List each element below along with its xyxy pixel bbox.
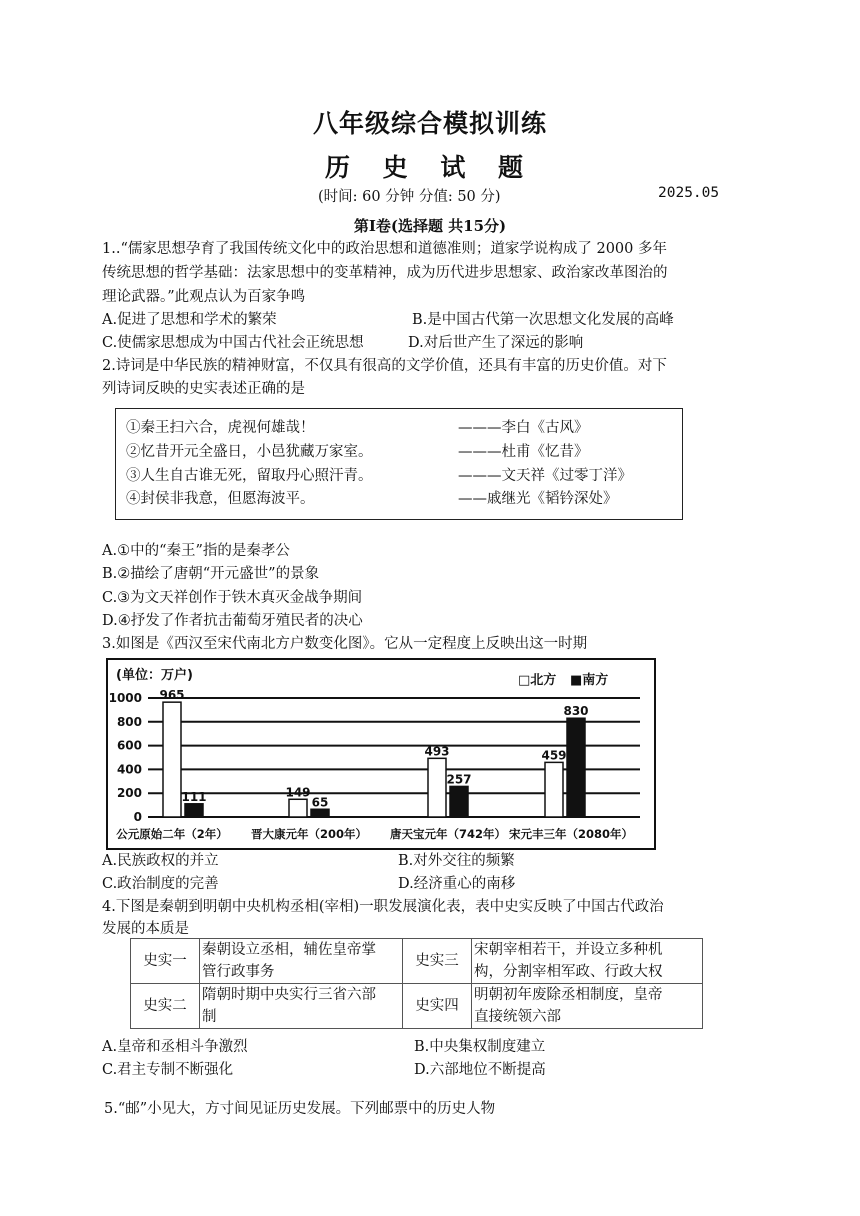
cell-line: 制 bbox=[202, 1009, 217, 1025]
q1-option-a: A.促进了思想和学术的繁荣 bbox=[102, 312, 277, 328]
y-tick-label: 1000 bbox=[108, 691, 142, 705]
table-header-cell: 史实一 bbox=[131, 939, 200, 984]
bar-value-label: 830 bbox=[563, 704, 589, 719]
y-tick-label: 400 bbox=[116, 762, 142, 777]
chart-unit-label: (单位：万户) bbox=[116, 668, 193, 683]
exam-date: 2025.05 bbox=[658, 185, 720, 201]
poem-box bbox=[115, 408, 683, 520]
q1-stem-line: 传统思想的哲学基础：法家思想中的变革精神，成为历代进步思想家、政治家改革图治的 bbox=[102, 265, 668, 281]
table-header-cell: 史实四 bbox=[403, 984, 472, 1029]
x-category-label: 唐天宝元年（742年） bbox=[389, 827, 507, 841]
table-cell bbox=[200, 939, 403, 984]
table-header-cell: 史实三 bbox=[403, 939, 472, 984]
q1-option-d: D.对后世产生了深远的影响 bbox=[408, 335, 584, 351]
q2-option-b: B.②描绘了唐朝“开元盛世”的景象 bbox=[102, 566, 320, 582]
poem-source: ———文天祥《过零丁洋》 bbox=[458, 468, 632, 484]
q3-stem-line: 3.如图是《西汉至宋代南北方户数变化图》。它从一定程度上反映出这一时期 bbox=[102, 636, 588, 652]
q4-option-b: B.中央集权制度建立 bbox=[414, 1039, 546, 1055]
poem-source: ——戚继光《韬钤深处》 bbox=[458, 491, 618, 507]
poem-line: ②忆昔开元全盛日，小邑犹藏万家室。 bbox=[126, 444, 373, 460]
q2-option-a: A.①中的“秦王”指的是秦孝公 bbox=[102, 543, 290, 559]
y-tick-label: 600 bbox=[116, 738, 142, 753]
q4-option-c: C.君主专制不断强化 bbox=[102, 1062, 234, 1078]
table-cell bbox=[200, 984, 403, 1029]
q4-option-d: D.六部地位不断提高 bbox=[414, 1062, 546, 1078]
bar-value-label: 493 bbox=[424, 744, 450, 759]
q1-option-b: B.是中国古代第一次思想文化发展的高峰 bbox=[412, 312, 674, 328]
table-cell bbox=[472, 984, 703, 1029]
x-category-label: 晋大康元年（200年） bbox=[250, 827, 368, 841]
bar-south bbox=[450, 786, 468, 817]
q2-option-d: D.④抒发了作者抗击葡萄牙殖民者的决心 bbox=[102, 613, 363, 629]
q1-option-c: C.使儒家思想成为中国古代社会正统思想 bbox=[102, 335, 364, 351]
y-tick-label: 0 bbox=[133, 810, 142, 824]
bar-south bbox=[185, 804, 203, 817]
exam-subject: 历 史 试 题 bbox=[324, 153, 536, 182]
poem-line: ④封侯非我意，但愿海波平。 bbox=[126, 491, 315, 507]
bar-south bbox=[567, 718, 585, 817]
poem-source: ———杜甫《忆昔》 bbox=[458, 444, 589, 460]
bar-value-label: 965 bbox=[159, 688, 185, 703]
q4-stem-line: 发展的本质是 bbox=[102, 921, 189, 937]
poem-line: ①秦王扫六合，虎视何雄哉！ bbox=[126, 420, 315, 436]
y-tick-label: 800 bbox=[116, 714, 142, 729]
bar-north bbox=[428, 758, 446, 817]
bar-value-label: 111 bbox=[181, 789, 207, 804]
bar-north bbox=[163, 702, 181, 817]
cell-line: 明朝初年废除丞相制度，皇帝 bbox=[474, 987, 663, 1003]
poem-source: ———李白《古风》 bbox=[458, 420, 589, 436]
q4-stem-line: 4.下图是秦朝到明朝中央机构丞相(宰相)一职发展演化表，表中史实反映了中国古代政治 bbox=[102, 899, 664, 915]
q3-option-d: D.经济重心的南移 bbox=[398, 876, 516, 892]
household-bar-chart bbox=[106, 658, 656, 850]
cell-line: 管行政事务 bbox=[202, 964, 275, 980]
table-header-cell: 史实二 bbox=[131, 984, 200, 1029]
bar-value-label: 149 bbox=[285, 785, 311, 800]
prime-minister-table bbox=[130, 938, 703, 1029]
bar-value-label: 65 bbox=[311, 795, 329, 810]
table-cell bbox=[472, 939, 703, 984]
cell-line: 隋朝时期中央实行三省六部 bbox=[202, 987, 376, 1003]
x-category-label: 宋元丰三年（2080年） bbox=[508, 827, 634, 841]
q1-stem-line: 理论武器。”此观点认为百家争鸣 bbox=[102, 289, 306, 305]
poem-line: ③人生自古谁无死，留取丹心照汗青。 bbox=[126, 468, 373, 484]
q3-option-a: A.民族政权的并立 bbox=[102, 853, 219, 869]
cell-line: 构，分割宰相军政、行政大权 bbox=[474, 964, 663, 980]
bar-south bbox=[311, 809, 329, 817]
x-category-label: 公元原始二年（2年） bbox=[116, 827, 228, 841]
q2-option-c: C.③为文天祥创作于铁木真灭金战争期间 bbox=[102, 590, 363, 606]
q2-stem-line: 列诗词反映的史实表述正确的是 bbox=[102, 381, 305, 397]
legend-north: □北方 bbox=[518, 673, 557, 688]
bar-north bbox=[545, 762, 563, 817]
table-row bbox=[131, 939, 703, 984]
bar-north bbox=[289, 799, 307, 817]
bar-value-label: 459 bbox=[541, 748, 567, 763]
exam-title: 八年级综合模拟训练 bbox=[312, 109, 547, 138]
q3-option-b: B.对外交往的频繁 bbox=[398, 853, 515, 869]
q4-option-a: A.皇帝和丞相斗争激烈 bbox=[102, 1039, 248, 1055]
q1-stem-line: 1..“儒家思想孕育了我国传统文化中的政治思想和道德准则；道家学说构成了 2000 多年 bbox=[102, 241, 667, 257]
cell-line: 秦朝设立丞相，辅佐皇帝掌 bbox=[202, 942, 376, 958]
q2-stem-line: 2.诗词是中华民族的精神财富，不仅具有很高的文学价值，还具有丰富的历史价值。对下 bbox=[102, 358, 667, 374]
q3-option-c: C.政治制度的完善 bbox=[102, 876, 219, 892]
chart-svg bbox=[108, 660, 654, 848]
cell-line: 直接统领六部 bbox=[474, 1009, 561, 1025]
legend-south: ■南方 bbox=[570, 673, 609, 688]
section-heading: 第Ⅰ卷(选择题 共15分) bbox=[353, 217, 507, 235]
bar-value-label: 257 bbox=[446, 772, 472, 787]
exam-time-score: (时间: 60 分钟 分值: 50 分) bbox=[318, 189, 501, 205]
q5-stem-line: 5.“邮”小见大，方寸间见证历史发展。下列邮票中的历史人物 bbox=[104, 1101, 496, 1117]
cell-line: 宋朝宰相若干，并设立多种机 bbox=[474, 942, 663, 958]
table-row bbox=[131, 984, 703, 1029]
y-tick-label: 200 bbox=[116, 786, 142, 801]
